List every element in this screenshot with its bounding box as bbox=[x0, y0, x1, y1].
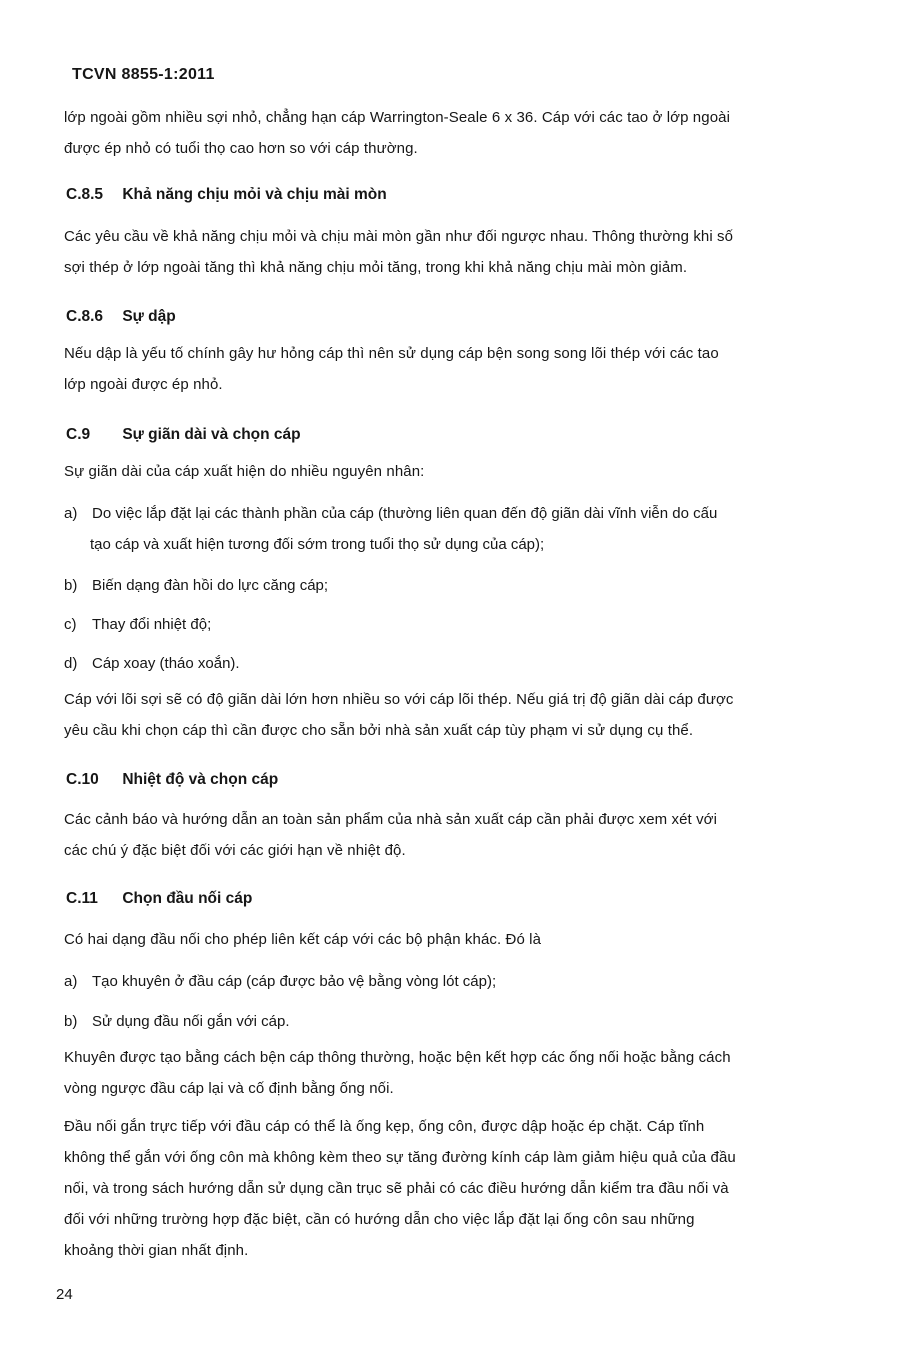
text-line: Có hai dạng đầu nối cho phép liên kết cáp với các bộ phận khác. Đó là bbox=[64, 931, 542, 948]
list-item bbox=[64, 609, 211, 640]
text-line: sợi thép ở lớp ngoài tăng thì khả năng chịu mỏi tăng, trong khi khả năng chịu mài mòn giảm. bbox=[64, 259, 688, 276]
text-line: nối, và trong sách hướng dẫn sử dụng cần trục sẽ phải có các điều hướng dẫn kiểm tra đầu nối và bbox=[64, 1180, 729, 1197]
list-item bbox=[64, 498, 717, 560]
section-heading-c86 bbox=[66, 308, 176, 326]
list-item bbox=[64, 570, 328, 601]
text-line: Cáp với lõi sợi sẽ có độ giãn dài lớn hơn nhiều so với cáp lõi thép. Nếu giá trị độ giãn dài cáp được bbox=[64, 691, 734, 708]
section-heading-c11 bbox=[66, 890, 252, 908]
section-number: C.10 bbox=[66, 771, 99, 788]
section-intro-c9 bbox=[64, 456, 844, 487]
list-item-text: Cáp xoay (tháo xoắn). bbox=[92, 655, 240, 672]
list-item bbox=[64, 648, 240, 679]
text-line: lớp ngoài gồm nhiều sợi nhỏ, chẳng hạn cáp Warrington-Seale 6 x 36. Cáp với các tao ở lớp ngoài bbox=[64, 109, 731, 126]
text-line: Sự giãn dài của cáp xuất hiện do nhiều nguyên nhân: bbox=[64, 463, 425, 480]
section-title: Sự dập bbox=[122, 308, 176, 325]
list-item-text: Sử dụng đầu nối gắn với cáp. bbox=[92, 1013, 290, 1030]
text-line: Khuyên được tạo bằng cách bện cáp thông thường, hoặc bện kết hợp các ống nối hoặc bằng cách bbox=[64, 1049, 731, 1066]
text-line: đối với những trường hợp đặc biệt, cần có hướng dẫn cho việc lắp đặt lại ống côn sau những bbox=[64, 1211, 695, 1228]
section-heading-c9 bbox=[66, 426, 301, 444]
list-marker: d) bbox=[64, 655, 78, 672]
text-line: Nếu dập là yếu tố chính gây hư hỏng cáp thì nên sử dụng cáp bện song song lõi thép với các tao bbox=[64, 345, 719, 362]
list-item-text: Biến dạng đàn hồi do lực căng cáp; bbox=[92, 577, 329, 594]
list-marker: a) bbox=[64, 505, 78, 522]
section-title: Chọn đầu nối cáp bbox=[122, 890, 253, 907]
text-line: Đầu nối gắn trực tiếp với đầu cáp có thể là ống kẹp, ống côn, được dập hoặc ép chặt. Cáp tĩnh bbox=[64, 1118, 705, 1135]
section-intro-c11 bbox=[64, 924, 844, 955]
standard-header: TCVN 8855-1:2011 bbox=[72, 66, 215, 83]
list-marker: b) bbox=[64, 1013, 78, 1030]
section-paragraph-c10 bbox=[64, 804, 844, 866]
text-line: các chú ý đặc biệt đối với các giới hạn về nhiệt độ. bbox=[64, 842, 406, 859]
section-paragraph-c11-2 bbox=[64, 1111, 844, 1266]
text-line: Các cảnh báo và hướng dẫn an toàn sản phẩm của nhà sản xuất cáp cần phải được xem xét với bbox=[64, 811, 718, 828]
section-paragraph-c9 bbox=[64, 684, 844, 746]
list-marker: b) bbox=[64, 577, 78, 594]
text-line: lớp ngoài được ép nhỏ. bbox=[64, 376, 223, 393]
list-item-text: Thay đổi nhiệt độ; bbox=[92, 616, 212, 633]
section-title: Nhiệt độ và chọn cáp bbox=[122, 771, 279, 788]
list-marker: c) bbox=[64, 616, 77, 633]
list-item bbox=[64, 1006, 290, 1037]
text-line: Các yêu cầu về khả năng chịu mỏi và chịu mài mòn gần như đối ngược nhau. Thông thường khi số bbox=[64, 228, 734, 245]
list-item-text: Do việc lắp đặt lại các thành phần của cáp (thường liên quan đến độ giãn dài vĩnh viễn do cấu bbox=[92, 505, 718, 522]
text-line: yêu cầu khi chọn cáp thì cần được cho sẵn bởi nhà sản xuất cáp tùy phạm vi sử dụng cụ thể. bbox=[64, 722, 694, 739]
section-paragraph-c85 bbox=[64, 221, 844, 283]
section-heading-c85 bbox=[66, 186, 387, 204]
section-number: C.9 bbox=[66, 426, 91, 443]
section-number: C.8.5 bbox=[66, 186, 104, 203]
list-item bbox=[64, 966, 496, 997]
list-item-text: Tạo khuyên ở đầu cáp (cáp được bảo vệ bằng vòng lót cáp); bbox=[92, 973, 497, 990]
list-marker: a) bbox=[64, 973, 78, 990]
section-paragraph-c11 bbox=[64, 1042, 844, 1104]
section-heading-c10 bbox=[66, 771, 278, 789]
section-number: C.8.6 bbox=[66, 308, 104, 325]
list-item-text: tạo cáp và xuất hiện tương đối sớm trong tuổi thọ sử dụng của cáp); bbox=[90, 536, 545, 553]
section-title: Sự giãn dài và chọn cáp bbox=[122, 426, 301, 443]
text-line: được ép nhỏ có tuổi thọ cao hơn so với cáp thường. bbox=[64, 140, 418, 157]
text-line: vòng ngược đầu cáp lại và cố định bằng ống nối. bbox=[64, 1080, 394, 1097]
text-line: khoảng thời gian nhất định. bbox=[64, 1242, 249, 1259]
section-title: Khả năng chịu mỏi và chịu mài mòn bbox=[122, 186, 387, 203]
page-number: 24 bbox=[56, 1286, 73, 1303]
intro-paragraph bbox=[64, 102, 844, 164]
section-number: C.11 bbox=[66, 890, 98, 907]
text-line: không thể gắn với ống côn mà không kèm theo sự tăng đường kính cáp làm giảm hiệu quả của đầu bbox=[64, 1149, 736, 1166]
section-paragraph-c86 bbox=[64, 338, 844, 400]
